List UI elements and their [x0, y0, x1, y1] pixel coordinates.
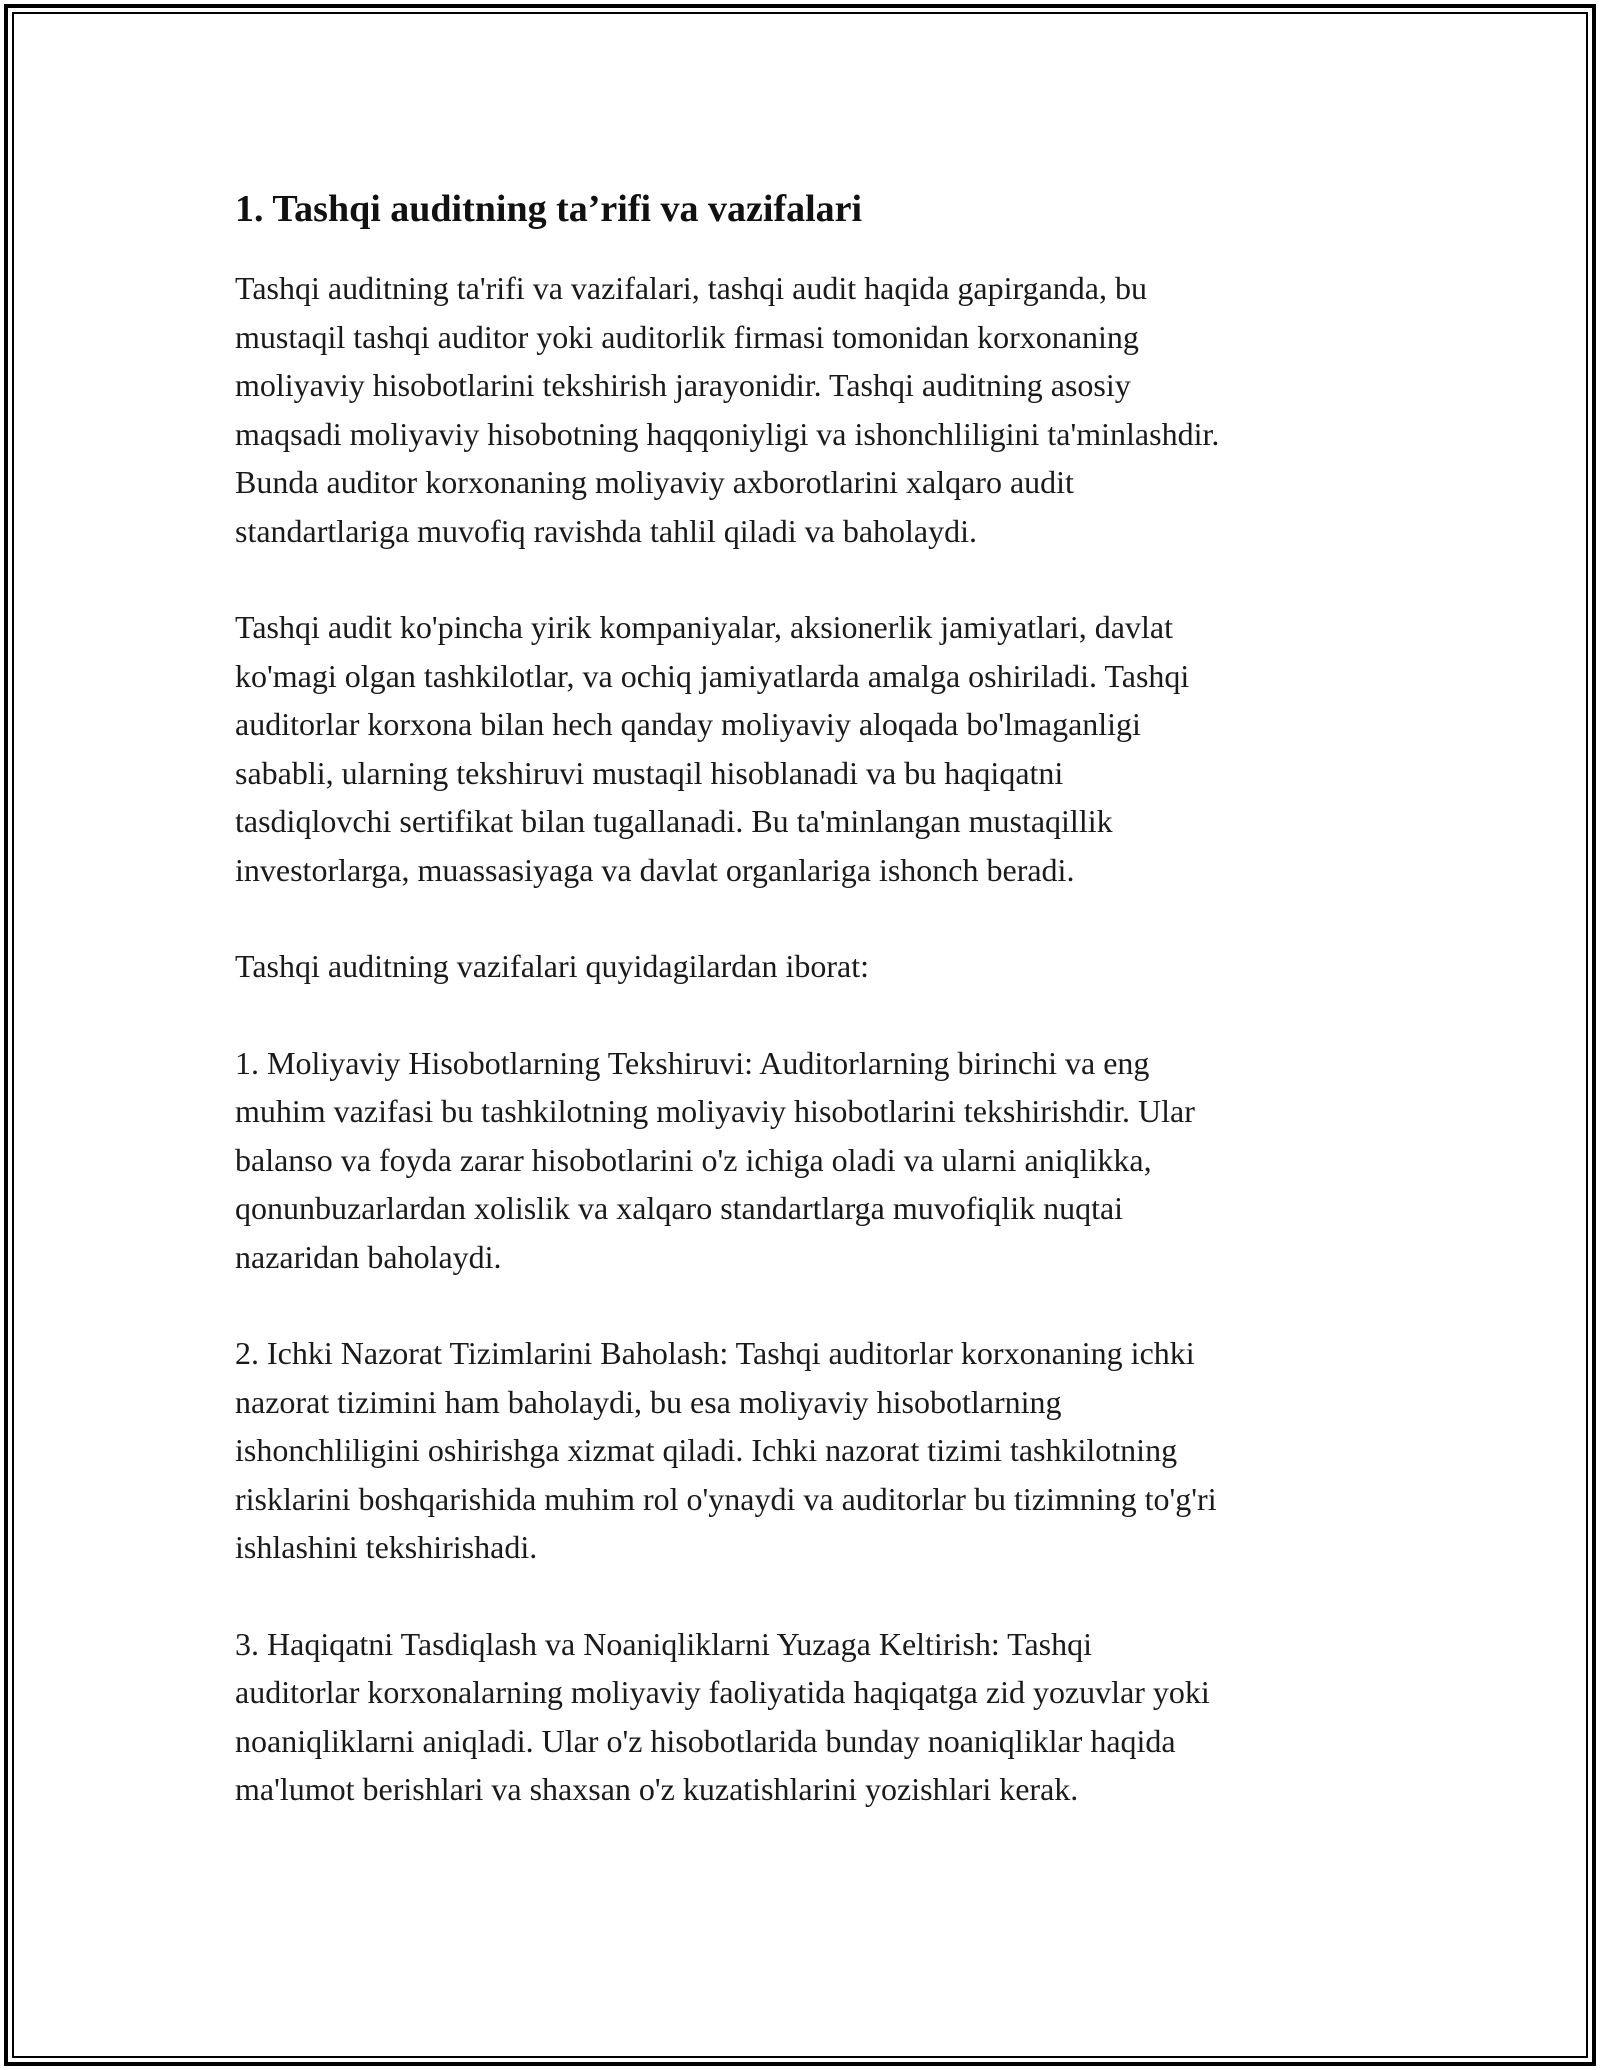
- list-item-verification: 3. Haqiqatni Tasdiqlash va Noaniqliklarni Yuzaga Keltirish: Tashqi auditorlar korxonalarning moliyaviy faoliyatida haqiqatga zid yozuvlar yoki noaniqliklarni aniqladi. Ular o'z hisobotlarida bunday noaniqliklar haqida ma'lumot berishlari va shaxsan o'z kuzatishlarini yozishlari kerak.: [235, 1625, 1210, 1807]
- paragraph-tasks-intro: Tashqi auditning vazifalari quyidagilardan iborat:: [235, 948, 869, 984]
- list-item-financial-review: 1. Moliyaviy Hisobotlarning Tekshiruvi: Auditorlarning birinchi va eng muhim vazifasi bu tashkilotning moliyaviy hisobotlarini tekshirishdir. Ular balanso va foyda zarar hisobotlarini o'z ichiga oladi va ularni aniqlikka, qonunbuzarlardan xolislik va xalqaro standartlarga muvofiqlik nuqtai nazaridan baholaydi.: [235, 1044, 1195, 1275]
- paragraph-scope: Tashqi audit ko'pincha yirik kompaniyalar, aksionerlik jamiyatlari, davlat ko'magi olgan tashkilotlar, va ochiq jamiyatlarda amalga oshiriladi. Tashqi auditorlar korxona bilan hech qanday moliyaviy aloqada bo'lmaganligi sababli, ularning tekshiruvi mustaqil hisoblanadi va bu haqiqatni tasdiqlovchi sertifikat bilan tugallanadi. Bu ta'minlangan mustaqillik investorlarga, muassasiyaga va davlat organlariga ishonch beradi.: [235, 609, 1190, 888]
- paragraph-definition: Tashqi auditning ta'rifi va vazifalari, tashqi audit haqida gapirganda, bu mustaqil tashqi auditor yoki auditorlik firmasi tomonidan korxonaning moliyaviy hisobotlarini tekshirish jarayonidir. Tashqi auditning asosiy maqsadi moliyaviy hisobotning haqqoniyligi va ishonchliligini ta'minlashdir. Bunda auditor korxonaning moliyaviy axborotlarini xalqaro audit standartlariga muvofiq ravishda tahlil qiladi va baholaydi.: [235, 270, 1220, 549]
- list-item-internal-control: 2. Ichki Nazorat Tizimlarini Baholash: Tashqi auditorlar korxonaning ichki nazorat tizimini ham baholaydi, bu esa moliyaviy hisobotlarning ishonchliligini oshirishga xizmat qiladi. Ichki nazorat tizimi tashkilotning risklarini boshqarishida muhim rol o'ynaydi va auditorlar bu tizimning to'g'ri ishlashini tekshirishadi.: [235, 1335, 1217, 1565]
- document-body: [235, 184, 1375, 1814]
- section-heading: 1. Tashqi auditning ta’rifi va vazifalari: [235, 188, 863, 230]
